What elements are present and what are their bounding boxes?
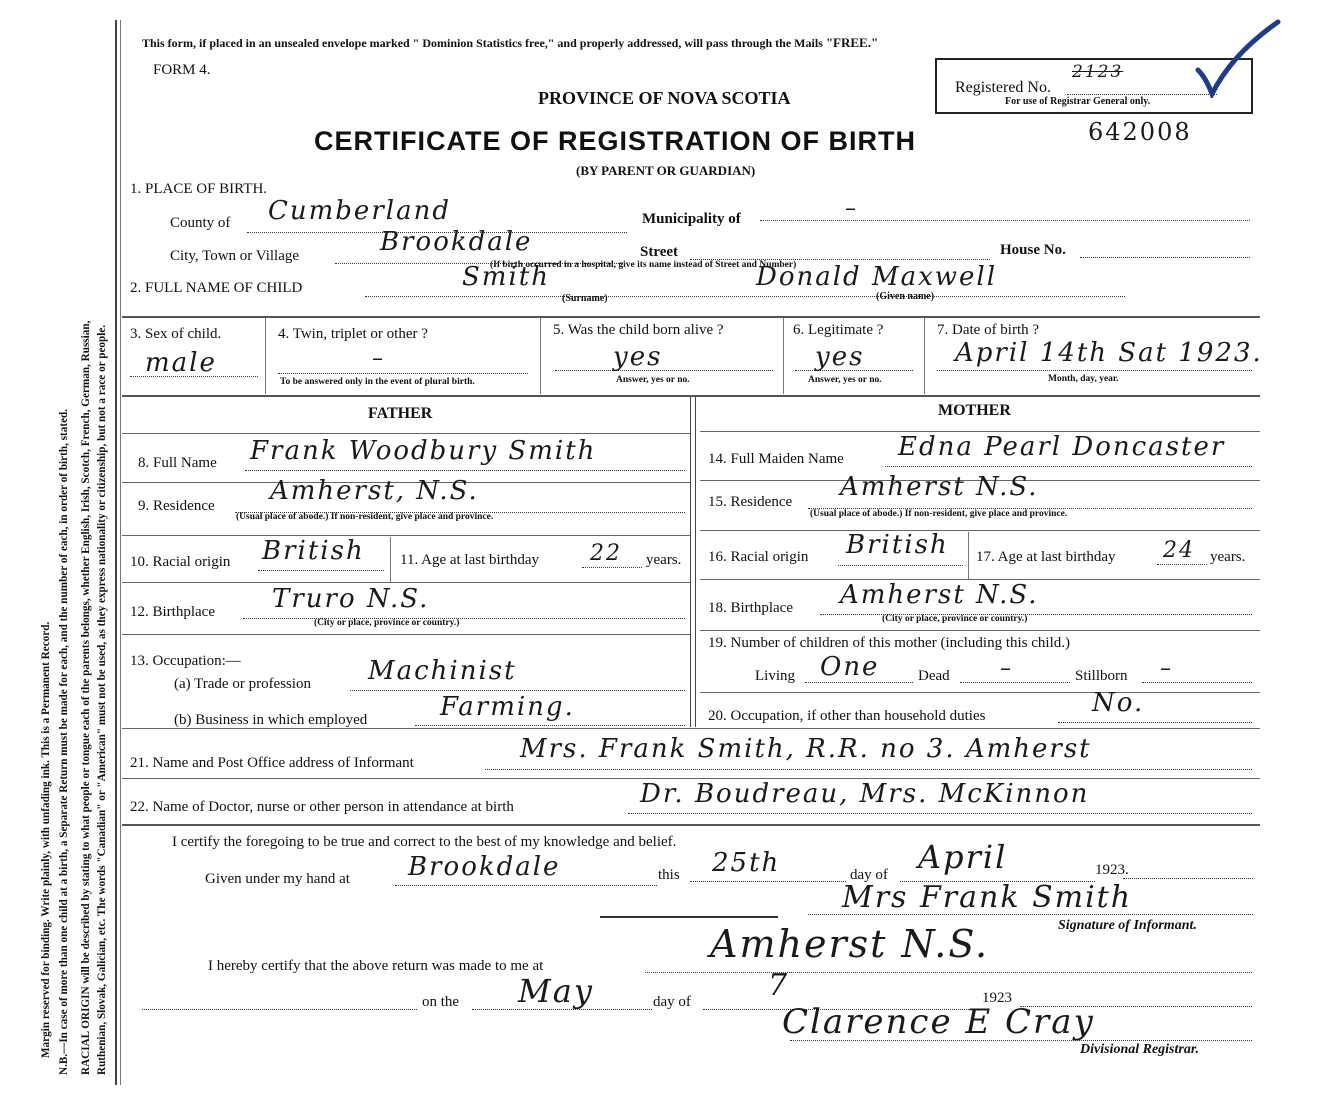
child-name-line <box>365 296 1125 297</box>
municipality-value: – <box>845 196 858 221</box>
margin-rule <box>115 20 117 1085</box>
margin-note-3: RACIAL ORIGIN will be described by stating to what people or tongue each of the parents belongs, whether English, Irish, Scotch, French, German, Russian, <box>80 320 92 1075</box>
city-label: City, Town or Village <box>170 248 300 264</box>
father-age: 22 <box>590 541 622 566</box>
sig-line <box>808 914 1253 915</box>
dob-note: Month, day, year. <box>1048 374 1119 384</box>
mother-birthplace-note: (City or place, province or country.) <box>882 614 1028 624</box>
county-value: Cumberland <box>268 196 451 226</box>
return-day-of-label: day of <box>653 994 691 1010</box>
dob-label: 7. Date of birth ? <box>937 322 1040 338</box>
mother-occupation: No. <box>1092 688 1145 718</box>
vdiv-1 <box>265 318 266 394</box>
mother-occupation-label: 20. Occupation, if other than household duties <box>708 708 986 724</box>
dead-value: – <box>1000 656 1013 681</box>
m-age-div <box>968 532 969 579</box>
legit-note: Answer, yes or no. <box>808 375 882 385</box>
mother-race: British <box>846 530 949 560</box>
province-heading: PROVINCE OF NOVA SCOTIA <box>538 88 791 108</box>
father-age-label: 11. Age at last birthday <box>400 552 539 568</box>
vdiv-4 <box>924 318 925 394</box>
day-line <box>690 881 846 882</box>
living-label: Living <box>755 668 795 684</box>
rule-2 <box>122 395 1260 397</box>
margin-note-2: N.B.—In case of more than one child at a birth, a Separate Return must be made for each, and the number of each, in order of birth, stated. <box>58 408 70 1075</box>
father-business: Farming. <box>440 692 575 722</box>
given-at: Brookdale <box>408 852 561 882</box>
cert-day: 25th <box>712 848 781 878</box>
county-label: County of <box>170 215 231 231</box>
vdiv-2 <box>540 318 541 394</box>
father-race-label: 10. Racial origin <box>130 554 231 570</box>
signature-caption: Signature of Informant. <box>1058 918 1197 933</box>
this-label: this <box>658 867 680 883</box>
street-label: Street <box>640 244 679 260</box>
twin-label: 4. Twin, triplet or other ? <box>278 326 428 342</box>
house-label: House No. <box>1000 242 1066 258</box>
legitimate-value: yes <box>815 342 865 372</box>
m-name-line <box>885 466 1252 467</box>
stillborn-line <box>1142 682 1252 683</box>
mother-years: years. <box>1210 549 1246 565</box>
parents-divider-2 <box>695 397 696 727</box>
check-mark-icon <box>1192 18 1282 98</box>
living-value: One <box>820 652 880 682</box>
informant-line <box>485 769 1252 770</box>
mother-age-label: 17. Age at last birthday <box>976 549 1116 565</box>
return-label: I hereby certify that the above return was made to me at <box>208 958 544 974</box>
child-surname: Smith <box>462 262 550 292</box>
cert-month: April <box>918 838 1008 876</box>
municipality-line <box>760 220 1250 221</box>
children-label: 19. Number of children of this mother (including this child.) <box>708 635 1071 651</box>
rule-5 <box>122 824 1260 826</box>
surname-note: (Surname) <box>562 293 608 304</box>
place-section-label: 1. PLACE OF BIRTH. <box>130 181 268 197</box>
return-year: 1923 <box>982 990 1012 1006</box>
father-heading: FATHER <box>368 405 433 422</box>
informant-label: 21. Name and Post Office address of Informant <box>130 755 414 771</box>
rule-3 <box>122 728 1260 729</box>
f-rule-4 <box>122 582 690 583</box>
informant-signature: Mrs Frank Smith <box>842 880 1133 915</box>
doctor-value: Dr. Boudreau, Mrs. McKinnon <box>640 779 1090 809</box>
dob-line <box>937 370 1252 371</box>
father-residence-label: 9. Residence <box>138 498 215 514</box>
twin-value: – <box>372 346 385 371</box>
margin-note-1: Margin reserved for binding. Write plainly, with unfading ink. This is a Permanent Record. <box>40 621 52 1058</box>
on-the-label: on the <box>422 994 460 1010</box>
trade-line <box>350 690 685 691</box>
legitimate-label: 6. Legitimate ? <box>793 322 884 338</box>
mother-birthplace-label: 18. Birthplace <box>708 600 793 616</box>
f-name-line <box>245 470 685 471</box>
living-line <box>805 682 913 683</box>
return-day: 7 <box>768 968 790 1003</box>
mother-residence: Amherst N.S. <box>840 472 1039 502</box>
f-rule-1 <box>122 433 690 434</box>
registered-value: 2123 <box>1072 62 1124 82</box>
given-name-note: (Given name) <box>876 291 935 302</box>
registrar-line <box>790 1040 1252 1041</box>
f-rule-3 <box>122 535 690 536</box>
form-number: FORM 4. <box>153 62 211 78</box>
mother-name: Edna Pearl Doncaster <box>898 432 1226 462</box>
alive-value: yes <box>613 342 663 372</box>
alive-note: Answer, yes or no. <box>616 375 690 385</box>
alive-label: 5. Was the child born alive ? <box>553 322 724 338</box>
f-race-line <box>258 570 384 571</box>
m-rule-3 <box>700 530 1260 531</box>
father-residence: Amherst, N.S. <box>270 476 479 506</box>
f-age-div <box>390 537 391 582</box>
blank-sign-line <box>600 916 778 918</box>
father-name-label: 8. Full Name <box>138 455 217 471</box>
occupation-label: 13. Occupation:— <box>130 653 241 669</box>
certificate-number: 642008 <box>1088 118 1192 146</box>
given-label: Given under my hand at <box>205 871 350 887</box>
mother-race-label: 16. Racial origin <box>708 549 809 565</box>
trade-label: (a) Trade or profession <box>174 676 312 692</box>
postal-notice: This form, if placed in an unsealed envelope marked " Dominion Statistics free," and properly addressed, will pass through the Mails "FREE." <box>142 35 879 50</box>
mother-residence-note: (Usual place of abode.) If non-resident, give place and province. <box>810 509 1068 519</box>
father-trade: Machinist <box>368 656 517 686</box>
page-subtitle: (BY PARENT OR GUARDIAN) <box>576 163 756 178</box>
return-place: Amherst N.S. <box>710 922 990 966</box>
twin-line <box>278 373 528 374</box>
sex-label: 3. Sex of child. <box>130 326 222 342</box>
year-line <box>1123 878 1253 879</box>
mother-birthplace: Amherst N.S. <box>840 580 1039 610</box>
doctor-line <box>628 813 1252 814</box>
father-birthplace-label: 12. Birthplace <box>130 604 215 620</box>
father-years: years. <box>646 552 682 568</box>
father-name: Frank Woodbury Smith <box>250 436 597 466</box>
father-birthplace-note: (City or place, province or country.) <box>314 618 460 628</box>
m-rule-6 <box>700 692 1260 693</box>
certify-text: I certify the foregoing to be true and correct to the best of my knowledge and belief. <box>172 834 677 850</box>
rule-1 <box>122 316 1260 318</box>
informant-value: Mrs. Frank Smith, R.R. no 3. Amherst <box>520 734 1092 764</box>
registered-label: Registered No. <box>955 79 1051 96</box>
father-residence-note: (Usual place of abode.) If non-resident, give place and province. <box>236 512 494 522</box>
business-line <box>415 725 685 726</box>
day-of-label: day of <box>850 867 888 883</box>
registrar-caption: Divisional Registrar. <box>1080 1042 1200 1057</box>
mother-heading: MOTHER <box>938 402 1011 419</box>
dead-line <box>960 682 1070 683</box>
registrar-signature: Clarence E Cray <box>782 1002 1095 1042</box>
city-value: Brookdale <box>380 227 533 257</box>
stillborn-label: Stillborn <box>1075 668 1128 684</box>
registered-note: For use of Registrar General only. <box>1005 96 1151 107</box>
house-line <box>1080 257 1250 258</box>
f-bp-line <box>243 618 685 619</box>
father-birthplace: Truro N.S. <box>272 584 430 614</box>
child-given-name: Donald Maxwell <box>756 262 998 292</box>
page-title: CERTIFICATE OF REGISTRATION OF BIRTH <box>314 126 916 156</box>
m-rule-5 <box>700 630 1260 631</box>
margin-note-4: Ruthenian, Slovak, Galician, etc. The words "Canadian" or "American" must not be used, as they express nationality or citizenship, but not a race or people. <box>96 324 108 1075</box>
m-occ-line <box>1058 722 1252 723</box>
doctor-label: 22. Name of Doctor, nurse or other person in attendance at birth <box>130 799 514 815</box>
child-name-label: 2. FULL NAME OF CHILD <box>130 280 303 296</box>
f-rule-5 <box>122 634 690 635</box>
mother-age: 24 <box>1163 538 1195 563</box>
mother-name-label: 14. Full Maiden Name <box>708 451 844 467</box>
dead-label: Dead <box>918 668 950 684</box>
sex-value: male <box>145 348 217 378</box>
m-race-line <box>838 565 963 566</box>
father-race: British <box>262 536 365 566</box>
on-the-lead-line <box>142 1009 417 1010</box>
alive-line <box>555 370 773 371</box>
business-label: (b) Business in which employed <box>174 712 368 728</box>
parents-divider <box>690 397 691 727</box>
margin-rule-inner <box>120 20 121 1085</box>
m-age-line <box>1157 564 1207 565</box>
return-month: May <box>518 972 594 1010</box>
street-note: (If birth occurred in a hospital, give its name instead of Street and Number) <box>490 260 797 270</box>
dob-value: April 14th Sat 1923. <box>955 338 1263 368</box>
vdiv-3 <box>783 318 784 394</box>
municipality-label: Municipality of <box>642 211 741 227</box>
cert-year: 1923. <box>1095 862 1129 878</box>
f-age-line <box>582 567 642 568</box>
stillborn-value: – <box>1160 656 1173 681</box>
mother-residence-label: 15. Residence <box>708 494 793 510</box>
twin-note: To be answered only in the event of plural birth. <box>280 377 475 387</box>
return-line <box>645 972 1252 973</box>
given-line <box>395 885 657 886</box>
